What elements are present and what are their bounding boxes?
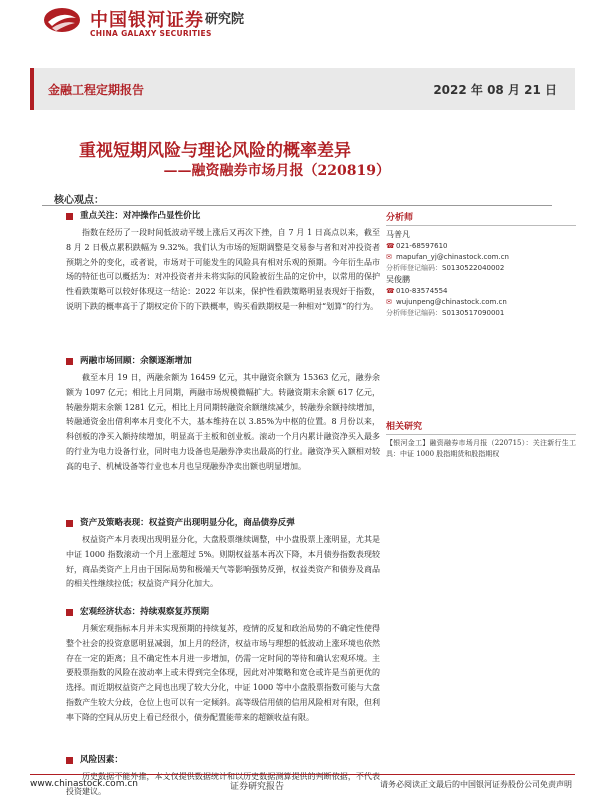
section-text: 月频宏观指标本月并未实现预期的持续复苏，疫情的反复和政治局势的不确定性使得整个社会的投资意愿明显减弱，加上月的经济，权益市场与理想的低波动上涨环境也依然存在一定的距离；且不确定性本月进一步增加，仍需一定时间的等待和确认宏观环境。主要股票指数的风险在波动率上或未得到完全体现，因此对冲策略和宽仓或许是当前更优的选择。而近期权益资产之间也出现了较大分化，中证 1000 等中小盘股票指数可能与大盘指数产生较大分歧，仓位上也可以有一定倾斜。高等级信用债的信用风险相对有限，但利率下降的空间从历史上看已经很小，债券配置能带来的超额收益有限。 [66, 624, 380, 722]
report-type: 金融工程定期报告 [48, 83, 145, 97]
company-name-cn: 中国银河证券 [90, 10, 204, 31]
report-title: 重视短期风险与理论风险的概率差异 [79, 141, 351, 161]
analyst-name: 吴俊鹏 [386, 275, 410, 284]
analyst-heading: 分析师 [386, 210, 576, 226]
core-views-label: 核心观点： [54, 195, 104, 206]
phone-icon: ☎ [386, 242, 395, 250]
section-heading: 风险因素： [66, 754, 380, 767]
analyst-email[interactable]: ✉ mapufan_yj@chinastock.com.cn [386, 253, 509, 261]
company-name-en: CHINA GALAXY SECURITIES [90, 29, 212, 38]
report-date: 2022 年 08 月 21 日 [433, 83, 557, 97]
institute-label: 研究院 [205, 12, 245, 27]
footer-disclaimer: 请务必阅读正文最后的中国银河证券股份公司免责声明 [380, 780, 572, 789]
section-heading: 资产及策略表现：权益资产出现明显分化，商品债券反弹 [66, 517, 380, 530]
section-text: 权益资产本月表现出现明显分化，大盘股票继续调整，中小盘股票上涨明显，尤其是中证 1000 指数滚动一个月上涨超过 5%。则期权益基本再次下降，本月债券指数表现较好，商品类资产上月由于国际局势和极端天气等影响强势反弹，权益类资产和债券及商品的相关性继续拉低；权益资产间分化加大。 [66, 535, 380, 589]
analyst-phone: ☎ 021-68597610 [386, 242, 448, 250]
report-subtitle: ——融资融券市场月报（220819） [163, 163, 390, 179]
analyst-name: 马普凡 [386, 230, 410, 239]
sidebar [386, 210, 576, 460]
phone-icon: ☎ [386, 287, 395, 295]
main-content [66, 210, 380, 800]
divider [42, 205, 552, 206]
analyst-cert: 分析师登记编码： S0130522040002 [386, 264, 505, 272]
report-banner [30, 68, 575, 110]
related-link[interactable]: 【银河金工】融资融券市场月报（220715）：关注新行生工具：中证 1000 股指期货和股指期权 [386, 439, 576, 458]
footer-url[interactable]: www.chinastock.com.cn [30, 779, 138, 789]
related-research [386, 419, 576, 460]
section-text: 截至本月 19 日，两融余额为 16459 亿元，其中融资余额为 15363 亿元，融券余额为 1097 亿元；相比上月同期，两融市场规模微幅扩大。转融资期末余额 617 亿元，转融券期末余额 1281 亿元，相比上月同期转融资余额继续减少，转融券余额持续增加，转融通资金出借利率本月变化不大，基本维持在以 3.85%为中枢的位置。8 月份以来，科创板的净买入额持续增加，明显高于主板和创业板。滚动一个月内累计融资净买入最多的行业为电力设备行业，同时电力设备也是融券净卖出最高的行业。融资净买入额相对较高的电子、机械设备等行业也本月也呈现融券净卖出额也明显增加。 [66, 373, 380, 471]
section-heading: 两融市场回顾：余额逐渐增加 [66, 355, 380, 368]
galaxy-logo-icon [42, 6, 82, 34]
related-heading: 相关研究 [386, 419, 576, 435]
analyst-email[interactable]: ✉ wujunpeng@chinastock.com.cn [386, 298, 507, 306]
section-text: 指数在经历了一段时间低波动平缓上涨后又再次下挫，自 7 月 1 日高点以来，截至 8 月 2 日极点累积跌幅为 9.32%。我们认为市场的短期调整是交易参与者和对冲投资者预期之外的变化，或者说，市场对于可能发生的风险具有相对乐观的预期。今年衍生品市场的特征也可以概括为：对冲投资者并未将实际的风险被衍生品的定价中，以常用的保护性看跌策略可以较好体现这一结论：2022 年以来，保护性看跌策略明显表现好于指数，说明下跌的概率高于了期权定价下的下跌概率，购买看跌期权是一种相对“划算”的行为。 [66, 228, 380, 311]
footer-divider [30, 774, 575, 775]
report-header [0, 0, 600, 60]
analyst-phone: ☎ 010-83574554 [386, 287, 448, 295]
footer-label: 证券研究报告 [230, 782, 285, 792]
analyst-cert: 分析师登记编码： S0130517090001 [386, 309, 505, 317]
section-heading: 宏观经济状态：持续观察复苏预期 [66, 606, 380, 619]
section-heading: 重点关注：对冲操作凸显性价比 [66, 210, 380, 223]
section-text: 历史数据不能外推，本文仅提供数据统计和以历史数据测算提供的判断依据，不代表投资建议。 [66, 772, 380, 796]
email-icon: ✉ [386, 298, 392, 306]
email-icon: ✉ [386, 253, 392, 261]
